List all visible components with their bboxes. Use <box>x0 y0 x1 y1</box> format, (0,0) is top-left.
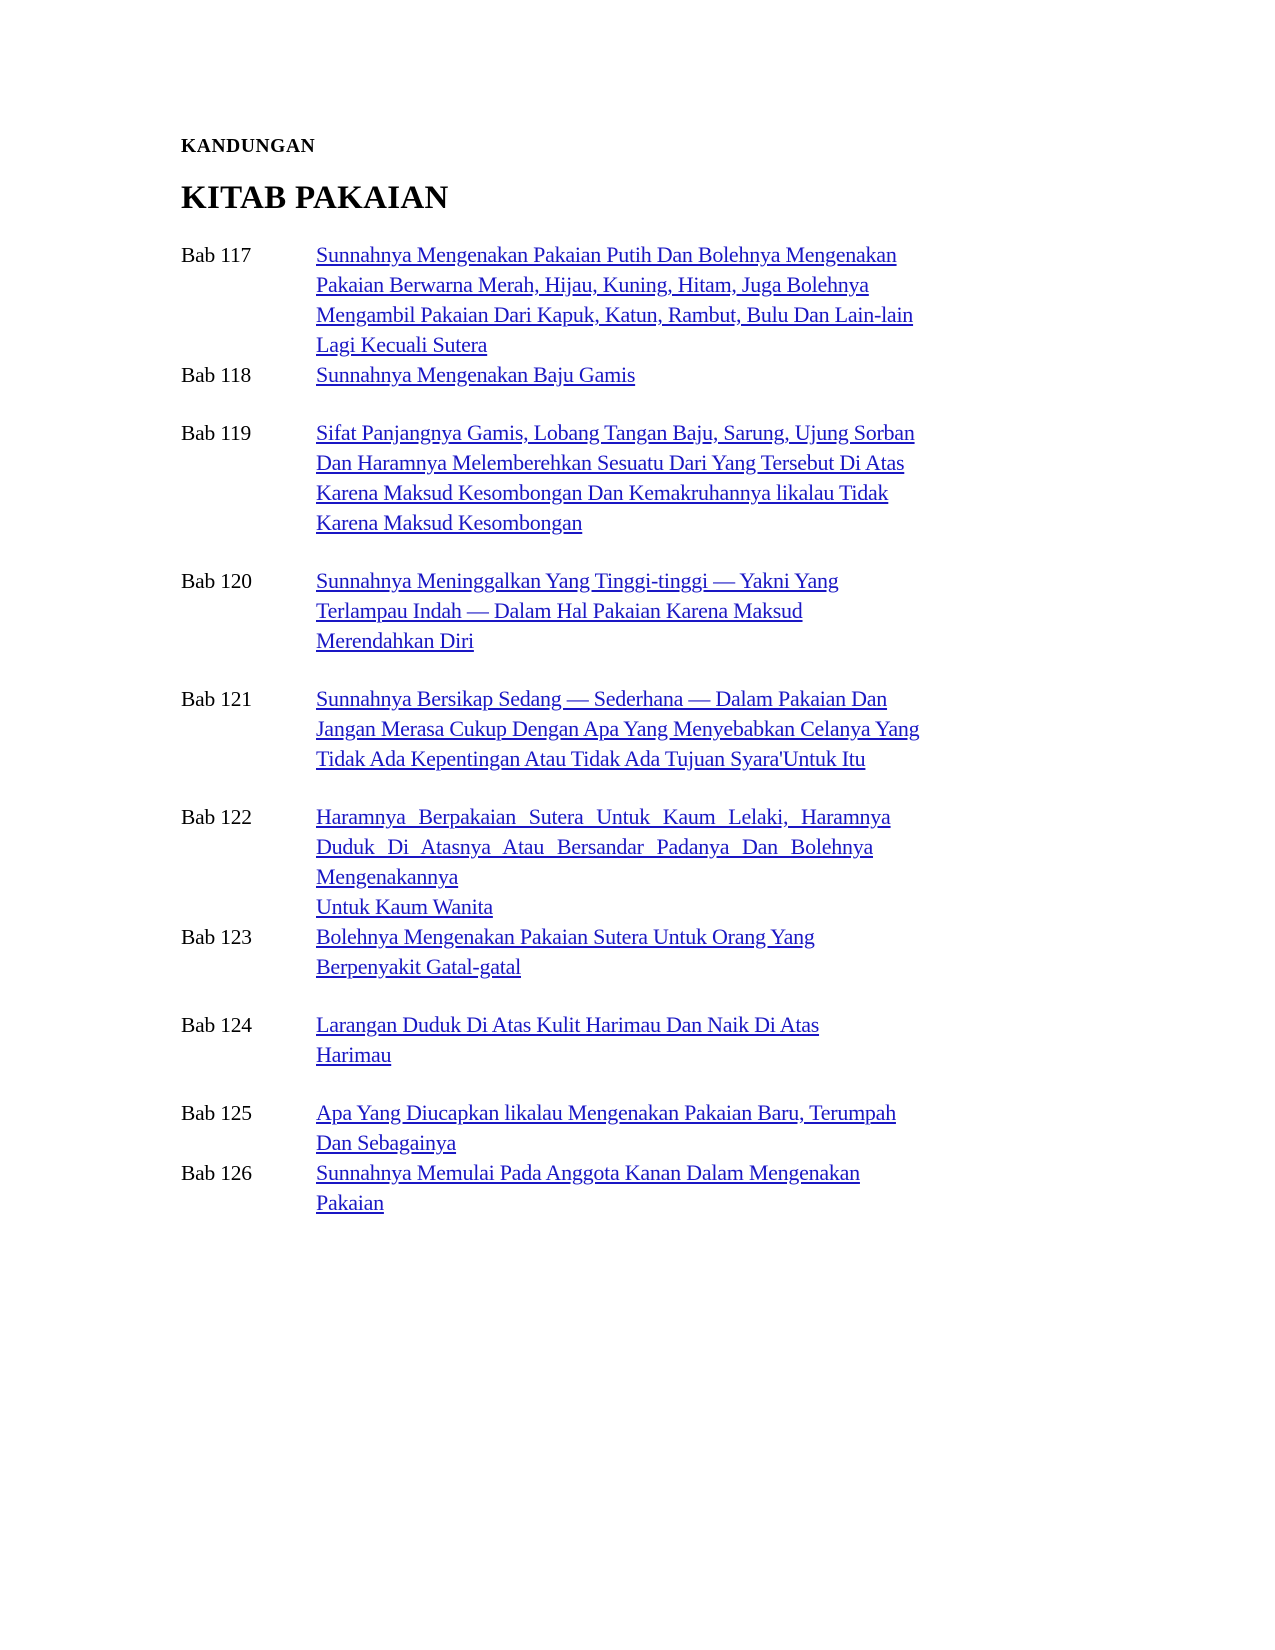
toc-line: Sunnahnya Memulai Pada Anggota Kanan Dalam Mengenakan <box>316 1160 860 1185</box>
toc-entry-bab-124 <box>181 1010 1081 1070</box>
toc-line: Terlampau Indah — Dalam Hal Pakaian Karena Maksud <box>316 598 803 623</box>
toc-line: Duduk Di Atasnya Atau Bersandar Padanya Dan Bolehnya <box>316 834 873 859</box>
bab-number-119: Bab 119 <box>181 421 252 445</box>
toc-line: Mengambil Pakaian Dari Kapuk, Katun, Rambut, Bulu Dan Lain-lain <box>316 302 914 327</box>
toc-line: Harimau <box>316 1042 392 1067</box>
toc-line: Sunnahnya Meninggalkan Yang Tinggi-tinggi — Yakni Yang <box>316 568 839 593</box>
toc-line: Apa Yang Diucapkan likalau Mengenakan Pakaian Baru, Terumpah <box>316 1100 896 1125</box>
toc-link-bab-118[interactable] <box>316 360 1081 390</box>
section-label: KANDUNGAN <box>181 136 316 157</box>
toc-line: Karena Maksud Kesombongan <box>316 510 583 535</box>
bab-number-122: Bab 122 <box>181 805 252 829</box>
bab-number-125: Bab 125 <box>181 1101 252 1125</box>
toc-line: Pakaian <box>316 1190 384 1215</box>
toc-link-bab-124[interactable] <box>316 1010 1081 1070</box>
page-title: KITAB PAKAIAN <box>181 180 449 216</box>
toc-link-bab-117[interactable] <box>316 240 1081 360</box>
toc-link-bab-126[interactable] <box>316 1158 1081 1218</box>
toc-line: Tidak Ada Kepentingan Atau Tidak Ada Tujuan Syara'Untuk Itu <box>316 746 866 771</box>
toc-link-bab-125[interactable] <box>316 1098 1081 1158</box>
toc-entry-bab-120 <box>181 566 1081 656</box>
toc-entry-bab-123 <box>181 922 1081 982</box>
toc-link-bab-120[interactable] <box>316 566 1081 656</box>
page-content <box>181 134 1081 1218</box>
toc-entry-bab-126 <box>181 1158 1081 1218</box>
toc-link-bab-122[interactable] <box>316 802 1081 922</box>
toc-line: Berpenyakit Gatal-gatal <box>316 954 521 979</box>
toc-line: Bolehnya Mengenakan Pakaian Sutera Untuk Orang Yang <box>316 924 815 949</box>
toc-line: Sunnahnya Mengenakan Baju Gamis <box>316 362 636 387</box>
toc-line: Karena Maksud Kesombongan Dan Kemakruhannya likalau Tidak <box>316 480 889 505</box>
toc-entry-bab-118 <box>181 360 1081 390</box>
toc-entry-bab-121 <box>181 684 1081 774</box>
toc-line: Untuk Kaum Wanita <box>316 894 493 919</box>
bab-number-117: Bab 117 <box>181 243 252 267</box>
bab-number-120: Bab 120 <box>181 569 252 593</box>
table-of-contents <box>181 240 1081 1218</box>
toc-link-bab-123[interactable] <box>316 922 1081 982</box>
toc-entry-bab-125 <box>181 1098 1081 1158</box>
bab-number-121: Bab 121 <box>181 687 252 711</box>
toc-line: Jangan Merasa Cukup Dengan Apa Yang Menyebabkan Celanya Yang <box>316 716 920 741</box>
toc-line: Sunnahnya Bersikap Sedang — Sederhana — Dalam Pakaian Dan <box>316 686 888 711</box>
toc-entry-bab-117 <box>181 240 1081 360</box>
toc-line: Merendahkan Diri <box>316 628 474 653</box>
toc-line: Sunnahnya Mengenakan Pakaian Putih Dan Bolehnya Mengenakan <box>316 242 897 267</box>
bab-number-126: Bab 126 <box>181 1161 252 1185</box>
toc-line: Pakaian Berwarna Merah, Hijau, Kuning, Hitam, Juga Bolehnya <box>316 272 869 297</box>
toc-entry-bab-122 <box>181 802 1081 922</box>
toc-link-bab-119[interactable] <box>316 418 1081 538</box>
toc-line: Haramnya Berpakaian Sutera Untuk Kaum Lelaki, Haramnya <box>316 804 891 829</box>
bab-number-118: Bab 118 <box>181 363 252 387</box>
toc-link-bab-121[interactable] <box>316 684 1081 774</box>
toc-line: Sifat Panjangnya Gamis, Lobang Tangan Baju, Sarung, Ujung Sorban <box>316 420 915 445</box>
toc-line: Lagi Kecuali Sutera <box>316 332 488 357</box>
toc-line: Dan Haramnya Melemberehkan Sesuatu Dari Yang Tersebut Di Atas <box>316 450 905 475</box>
bab-number-123: Bab 123 <box>181 925 252 949</box>
bab-number-124: Bab 124 <box>181 1013 252 1037</box>
toc-line: Mengenakannya <box>316 864 459 889</box>
toc-line: Dan Sebagainya <box>316 1130 457 1155</box>
toc-line: Larangan Duduk Di Atas Kulit Harimau Dan Naik Di Atas <box>316 1012 820 1037</box>
toc-entry-bab-119 <box>181 418 1081 538</box>
